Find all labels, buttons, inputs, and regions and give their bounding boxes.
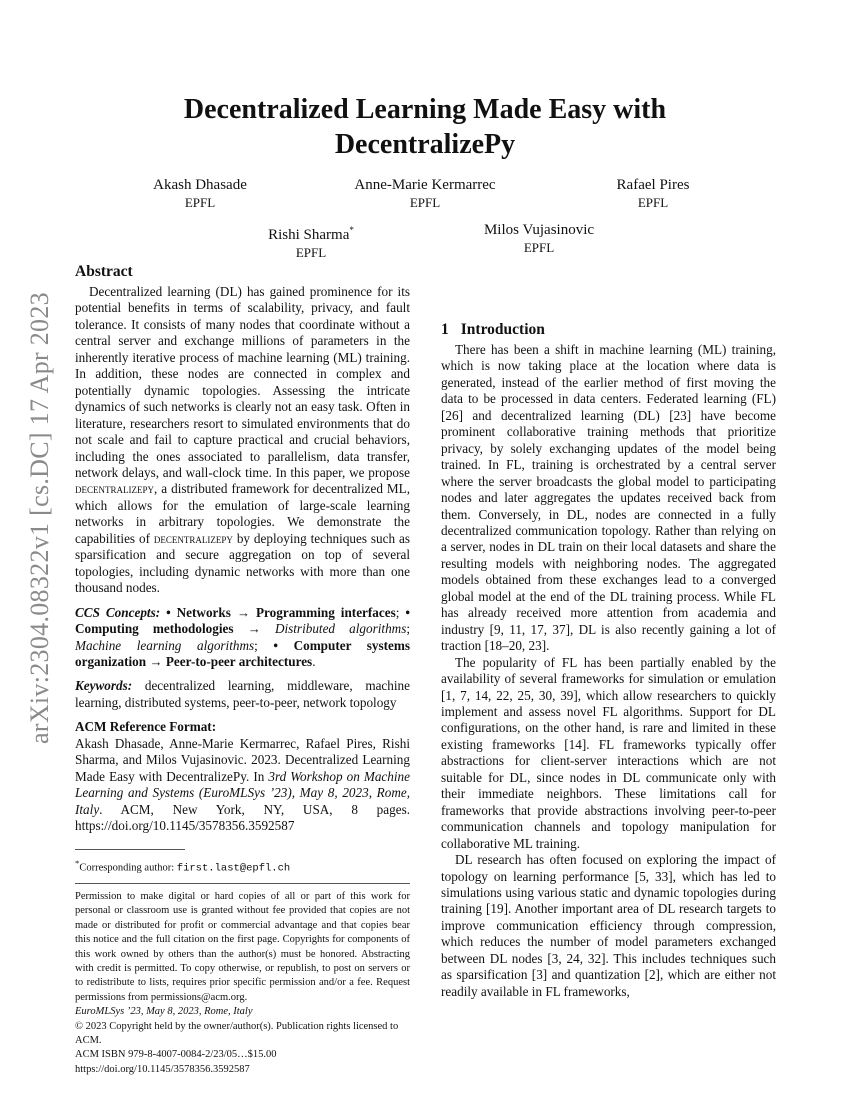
acm-reference-heading: ACM Reference Format: — [75, 719, 217, 735]
author-name: Milos Vujasinovic — [483, 222, 595, 238]
paper-title-line-2: DecentralizePy — [334, 129, 516, 160]
permission-notice: Permission to make digital or hard copies of all or part of this work for personal or classroom use is granted without fee provided that copies are not made or distributed for profit or commercial advantage and that copies bear this notice and the full citation on the first page. Copyrights for components of this work owned by others than the author(s) must be honored. Abstracting with credit is permitted. To copy otherwise, or republish, to post on servers or to redistribute to lists, requires prior specific permission and/or a fee. Request permissions from permissions@acm.org. — [75, 891, 410, 1003]
corresponding-email: first.last@epfl.ch — [176, 862, 291, 874]
author-block — [90, 176, 310, 211]
body-paragraph: The popularity of FL has been partially enabled by the availability of several frameworks for simulation or emulation [1, 7, 14, 22, 25, 30, 39], which allow researchers to quickly implement and assess novel FL algorithms. Support for DL configurations, on the other hand, is rare and limited in these existing frameworks [14]. FL frameworks typically offer abstractions for client-server interactions which are not suitable for DL, since nodes in DL communicate only with their immediate neighbors. These limitations call for frameworks that provide abstractions involving peer-to-peer communication channels and topology manipulation for collaborative ML training. — [441, 654, 776, 851]
paper-title-line-1: Decentralized Learning Made Easy with — [183, 94, 667, 125]
acm-reference-text: Akash Dhasade, Anne-Marie Kermarrec, Rafael Pires, Rishi Sharma, and Milos Vujasinovic. 2023. Decentralized Learning Made Easy with DecentralizePy. In 3rd Workshop on Machine Learning and Systems (EuroMLSys ’23), May 8, 2023, Rome, Italy. ACM, New York, NY, USA, 8 pages. https://doi.org/10.1145/3578356.3592587 — [75, 735, 410, 834]
framework-name: decentralizepy — [153, 530, 233, 546]
author-affiliation: EPFL — [409, 195, 441, 210]
ccs-label: CCS Concepts: — [75, 604, 161, 620]
abstract-heading: Abstract — [75, 263, 133, 280]
left-column — [75, 262, 410, 1077]
corresponding-author-mark: * — [349, 225, 354, 235]
keywords-label: Keywords: — [75, 678, 133, 694]
author-affiliation: EPFL — [295, 245, 327, 260]
author-name: Anne-Marie Kermarrec — [354, 177, 496, 193]
abstract-paragraph: Decentralized learning (DL) has gained prominence for its potential benefits in terms of scalability, privacy, and fault tolerance. It consists of many nodes that coordinate without a central server and exchange millions of parameters in the inherently iterative process of machine learning (ML) training. In addition, these nodes are connected in complex and potentially dynamic topologies. Assessing the intricate dynamics of such networks is clearly not an easy task. Often in literature, researchers resort to simulated environments that do not scale and fail to capture practical and crucial behaviors, including the ones associated to parallelism, data transfer, network delays, and wall-clock time. In this paper, we propose decentralizepy, a distributed framework for decentralized ML, which allows for the emulation of large-scale learning networks in arbitrary topologies. We demonstrate the capabilities of decentralizepy by deploying techniques such as sparsification and secure aggregation on top of several topologies, including dynamic networks with more than one thousand nodes. — [75, 284, 410, 596]
author-block — [201, 221, 421, 261]
framework-name: decentralizepy — [75, 481, 154, 497]
conference-venue: EuroMLSys ’23, May 8, 2023, Rome, Italy — [75, 1006, 253, 1018]
footnote-divider — [75, 849, 185, 850]
body-paragraph: DL research has often focused on exploring the impact of topology on learning performance [5, 33], which has led to simulations using various static and dynamic topologies during training [19]. Another important area of DL research targets to improve communication efficiency through compression, which reduces the number of model parameters exchanged between DL nodes [3, 24, 32]. This includes techniques such as sparsification [3] and quantization [2], which are either not readily available in FL frameworks, — [441, 852, 776, 999]
acm-isbn: ACM ISBN 979-8-4007-0084-2/23/05…$15.00 — [75, 1049, 277, 1061]
author-affiliation: EPFL — [184, 195, 216, 210]
author-block — [543, 176, 763, 211]
arxiv-identifier-stamp — [20, 290, 60, 745]
author-block — [429, 221, 649, 256]
keywords: Keywords: decentralized learning, middleware, machine learning, distributed systems, peer-to-peer, network topology — [75, 678, 410, 710]
right-column — [441, 262, 776, 1000]
doi-link: https://doi.org/10.1145/3578356.3592587 — [75, 1063, 250, 1075]
author-name: Akash Dhasade — [153, 177, 247, 193]
author-affiliation: EPFL — [523, 240, 555, 255]
corresponding-author-footnote: *Corresponding author: first.last@epfl.ch — [75, 857, 291, 874]
paper-title — [75, 92, 775, 162]
permission-divider — [75, 883, 410, 884]
author-name: Rishi Sharma* — [268, 225, 354, 243]
author-affiliation: EPFL — [637, 195, 669, 210]
arxiv-identifier-text: arXiv:2304.08322v1 [cs.DC] 17 Apr 2023 — [25, 291, 55, 744]
ccs-concepts: CCS Concepts: • Networks → Programming interfaces; • Computing methodologies → Distributed algorithms; Machine learning algorithms; • Computer systems organization → Peer-to-peer architectures. — [75, 604, 411, 669]
copyright-notice: © 2023 Copyright held by the owner/author(s). Publication rights licensed to ACM. — [75, 1020, 399, 1047]
author-block — [315, 176, 535, 211]
body-paragraph: There has been a shift in machine learning (ML) training, which is now taking place at the location where data is generated, instead of the earlier method of first moving the data to be processed in data centers. Federated learning (FL) [26] and decentralized learning (DL) [23] have become prominent collaborative training methods that prioritize privacy, by solely exchanging updates of the model being trained. In FL, training is orchestrated by a central server where the server broadcasts the global model to participating nodes and later aggregates the updates received back from them. Conversely, in DL, nodes are connected in a fully decentralized communication topology. Rather than relying on a server, nodes in DL train on their local datasets and share the resulting models with neighboring nodes. The aggregated models obtained from these exchanges lead to a converged global model at the end of the DL training process. While FL has already received more attention from academia and industry [9, 11, 17, 37], DL is also recently gaining a lot of traction [18–20, 23]. — [441, 342, 776, 654]
section-heading-introduction: 1 Introduction — [441, 321, 545, 338]
author-name: Rafael Pires — [616, 177, 690, 193]
